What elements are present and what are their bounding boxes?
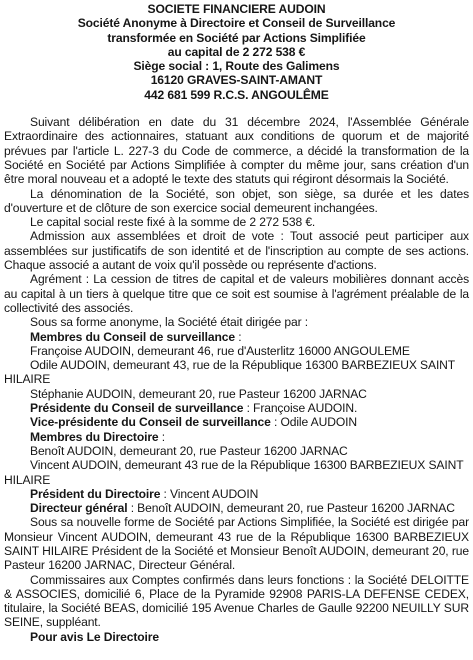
paragraph-auditors: Commissaires aux Comptes confirmés dans leurs fonctions : la Société DELOITTE & ASSOCIES, domicilié 6, Place de la Pyramide 92908 PARIS-LA DEFENSE CEDEX, titulaire, la Société BEAS, domicilié 195 Avenue Charles de Gaulle 92200 NEUILLY SUR SEINE, suppléant.: [4, 572, 469, 630]
directoire-president-label: Président du Directoire: [30, 486, 161, 501]
member-line: Stéphanie AUDOIN, demeurant 20, rue Pasteur 16200 JARNAC: [30, 386, 367, 401]
supervisory-vice-chair-value: : Odile AUDOIN: [270, 415, 357, 430]
supervisory-chair-value: : Françoise AUDOIN.: [243, 401, 358, 416]
heading-supervisory-board-label: Membres du Conseil de surveillance: [30, 329, 235, 344]
paragraph-unchanged: La dénomination de la Société, son objet, son siège, sa durée et les dates d'ouverture et de clôture de son exercice social demeurent inchangées.: [4, 186, 469, 215]
supervisory-vice-chair-label: Vice-présidente du Conseil de surveillance: [30, 415, 271, 430]
directoire-president-value: : Vincent AUDOIN: [160, 486, 259, 501]
paragraph-deliberation: Suivant délibération en date du 31 décembre 2024, l'Assemblée Générale Extraordinaire des actionnaires, statuant aux conditions de quorum et de majorité prévues par l'article L. 227-3 du Code de commerce, a décidé la transformation de la Société en Société par Actions Simplifiée à compter du même jour, sans création d'un être moral nouveau et a adopté le texte des statuts qui régiront désormais la Société.: [4, 115, 469, 187]
general-director: [4, 501, 469, 515]
company-transformation: transformée en Société par Actions Simplifiée: [107, 30, 366, 45]
general-director-value: : Benoît AUDOIN, demeurant 20, rue Pasteur 16200 JARNAC: [127, 501, 455, 516]
member-line: Odile AUDOIN, demeurant 43, rue de la République 16300 BARBEZIEUX SAINT HILAIRE: [4, 358, 455, 387]
supervisory-chair-label: Présidente du Conseil de surveillance: [30, 401, 244, 416]
director-line: Vincent AUDOIN, demeurant 43 rue de la République 16300 BARBEZIEUX SAINT HILAIRE: [4, 458, 464, 487]
director-line: Benoît AUDOIN, demeurant 20, rue Pasteur 16200 JARNAC: [30, 443, 348, 458]
company-rcs: 442 681 599 R.C.S. ANGOULÊME: [144, 87, 329, 102]
paragraph-new-management: Sous sa nouvelle forme de Société par Actions Simplifiée, la Société est dirigée par Monsieur Vincent AUDOIN, demeurant 43 rue de la République 16300 BARBEZIEUX SAINT HILAIRE Président de la Société et Monsieur Benoît AUDOIN, demeurant 20, rue Pasteur 16200 JARNAC, Directeur Général.: [4, 515, 469, 573]
supervisory-vice-chair: [4, 415, 469, 429]
notice-header: [4, 2, 469, 102]
signature: Pour avis Le Directoire: [30, 629, 159, 644]
heading-supervisory-board: [4, 330, 469, 344]
paragraph-admission: Admission aux assemblées et droit de vote : Tout associé peut participer aux assemblées sur justificatifs de son identité et de l'inscription au compte de ses actions. Chaque associé a autant de voix qu'il possède ou représente d'actions.: [4, 229, 469, 273]
paragraph-former-management: Sous sa forme anonyme, la Société était dirigée par :: [30, 315, 308, 330]
paragraph-agrement: Agrément : La cession de titres de capital et de valeurs mobilières donnant accès au capital à un tiers à quelque titre que ce soit est soumise à l'agrément préalable de la collectivité des associés.: [4, 272, 469, 315]
heading-colon: :: [234, 329, 242, 344]
company-name: SOCIETE FINANCIERE AUDOIN: [147, 2, 326, 16]
heading-colon: :: [158, 429, 166, 444]
general-director-label: Directeur général: [30, 501, 128, 516]
heading-directoire: [4, 430, 469, 444]
supervisory-chair: [4, 401, 469, 415]
company-form: Société Anonyme à Directoire et Conseil de Surveillance: [77, 16, 396, 31]
company-city: 16120 GRAVES-SAINT-AMANT: [150, 73, 323, 88]
company-seat: Siège social : 1, Route des Galimens: [133, 59, 340, 74]
directoire-president: [4, 487, 469, 501]
heading-directoire-label: Membres du Directoire: [30, 429, 159, 444]
member-line: Françoise AUDOIN, demeurant 46, rue d'Austerlitz 16000 ANGOULEME: [30, 343, 410, 358]
company-capital: au capital de 2 272 538 €: [167, 44, 306, 59]
paragraph-capital: Le capital social reste fixé à la somme de 2 272 538 €.: [30, 215, 316, 230]
notice-body: [4, 115, 469, 644]
